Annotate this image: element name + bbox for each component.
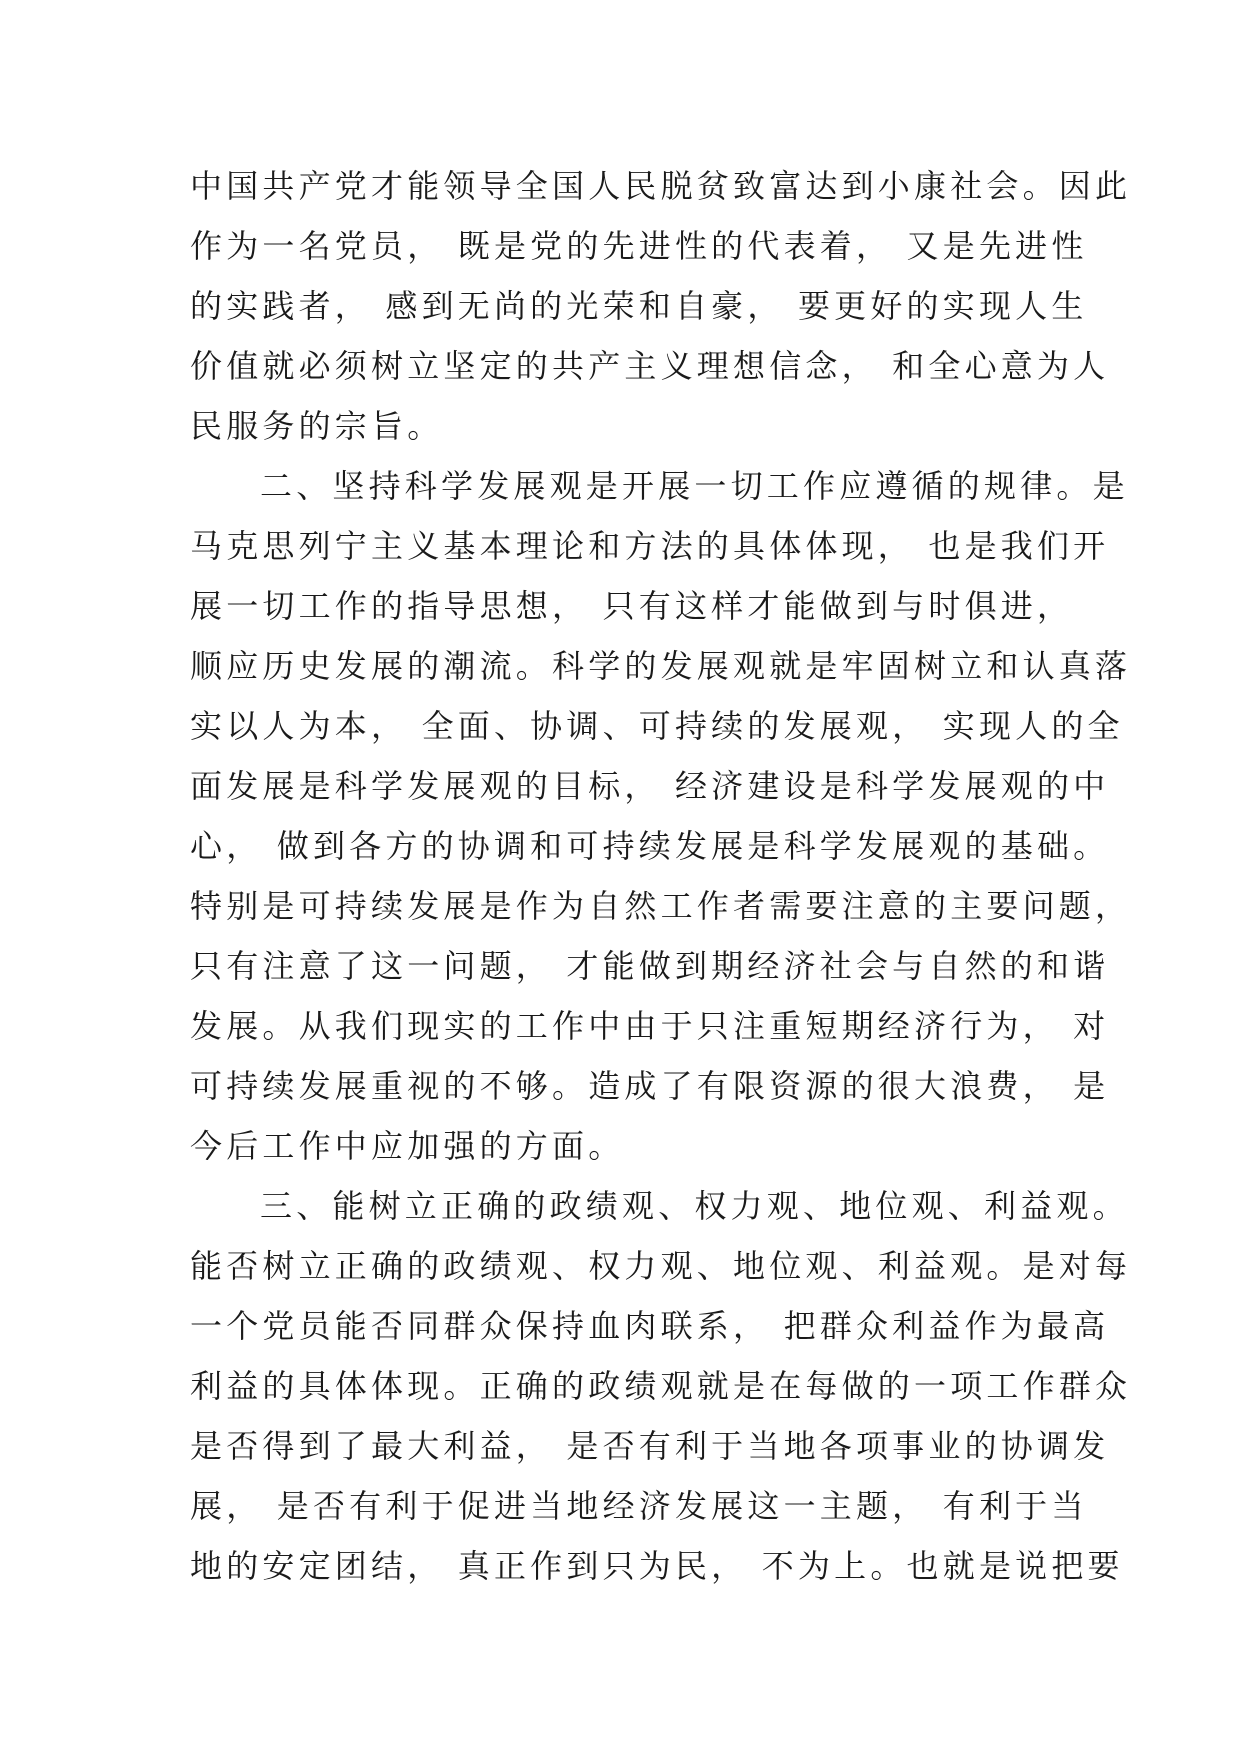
text-line-20: 一个党员能否同群众保持血肉联系， 把群众利益作为最高 bbox=[190, 1307, 1110, 1345]
text-line-9: 顺应历史发展的潮流。科学的发展观就是牢固树立和认真落 bbox=[190, 647, 1132, 685]
text-line-12: 心， 做到各方的协调和可持续发展是科学发展观的基础。 bbox=[190, 827, 1110, 865]
text-line-4: 价值就必须树立坚定的共产主义理想信念， 和全心意为人 bbox=[190, 347, 1110, 385]
paragraph-3-start: 三、能树立正确的政绩观、权力观、地位观、利益观。 bbox=[260, 1187, 1129, 1225]
paragraph-2-start: 二、坚持科学发展观是开展一切工作应遵循的规律。是 bbox=[260, 467, 1129, 505]
text-line-7: 马克思列宁主义基本理论和方法的具体体现， 也是我们开 bbox=[190, 527, 1110, 565]
text-line-10: 实以人为本， 全面、协调、可持续的发展观， 实现人的全 bbox=[190, 707, 1124, 745]
text-line-13: 特别是可持续发展是作为自然工作者需要注意的主要问题， bbox=[190, 887, 1132, 925]
text-line-22: 是否得到了最大利益， 是否有利于当地各项事业的协调发 bbox=[190, 1427, 1110, 1465]
text-line-23: 展， 是否有利于促进当地经济发展这一主题， 有利于当 bbox=[190, 1487, 1088, 1525]
text-line-5: 民服务的宗旨。 bbox=[190, 407, 444, 445]
text-line-16: 可持续发展重视的不够。造成了有限资源的很大浪费， 是 bbox=[190, 1067, 1110, 1105]
text-line-11: 面发展是科学发展观的目标， 经济建设是科学发展观的中 bbox=[190, 767, 1110, 805]
text-line-2: 作为一名党员， 既是党的先进性的代表着， 又是先进性 bbox=[190, 227, 1088, 265]
text-line-8: 展一切工作的指导思想， 只有这样才能做到与时俱进， bbox=[190, 587, 1074, 625]
text-line-19: 能否树立正确的政绩观、权力观、地位观、利益观。是对每 bbox=[190, 1247, 1132, 1285]
text-line-24: 地的安定团结， 真正作到只为民， 不为上。也就是说把要 bbox=[190, 1547, 1124, 1585]
text-line-15: 发展。从我们现实的工作中由于只注重短期经济行为， 对 bbox=[190, 1007, 1110, 1045]
text-line-14: 只有注意了这一问题， 才能做到期经济社会与自然的和谐 bbox=[190, 947, 1110, 985]
body-text bbox=[190, 156, 1132, 1596]
text-line-1: 中国共产党才能领导全国人民脱贫致富达到小康社会。因此 bbox=[190, 167, 1132, 205]
text-line-17: 今后工作中应加强的方面。 bbox=[190, 1127, 625, 1165]
text-line-3: 的实践者， 感到无尚的光荣和自豪， 要更好的实现人生 bbox=[190, 287, 1088, 325]
text-line-21: 利益的具体体现。正确的政绩观就是在每做的一项工作群众 bbox=[190, 1367, 1132, 1405]
